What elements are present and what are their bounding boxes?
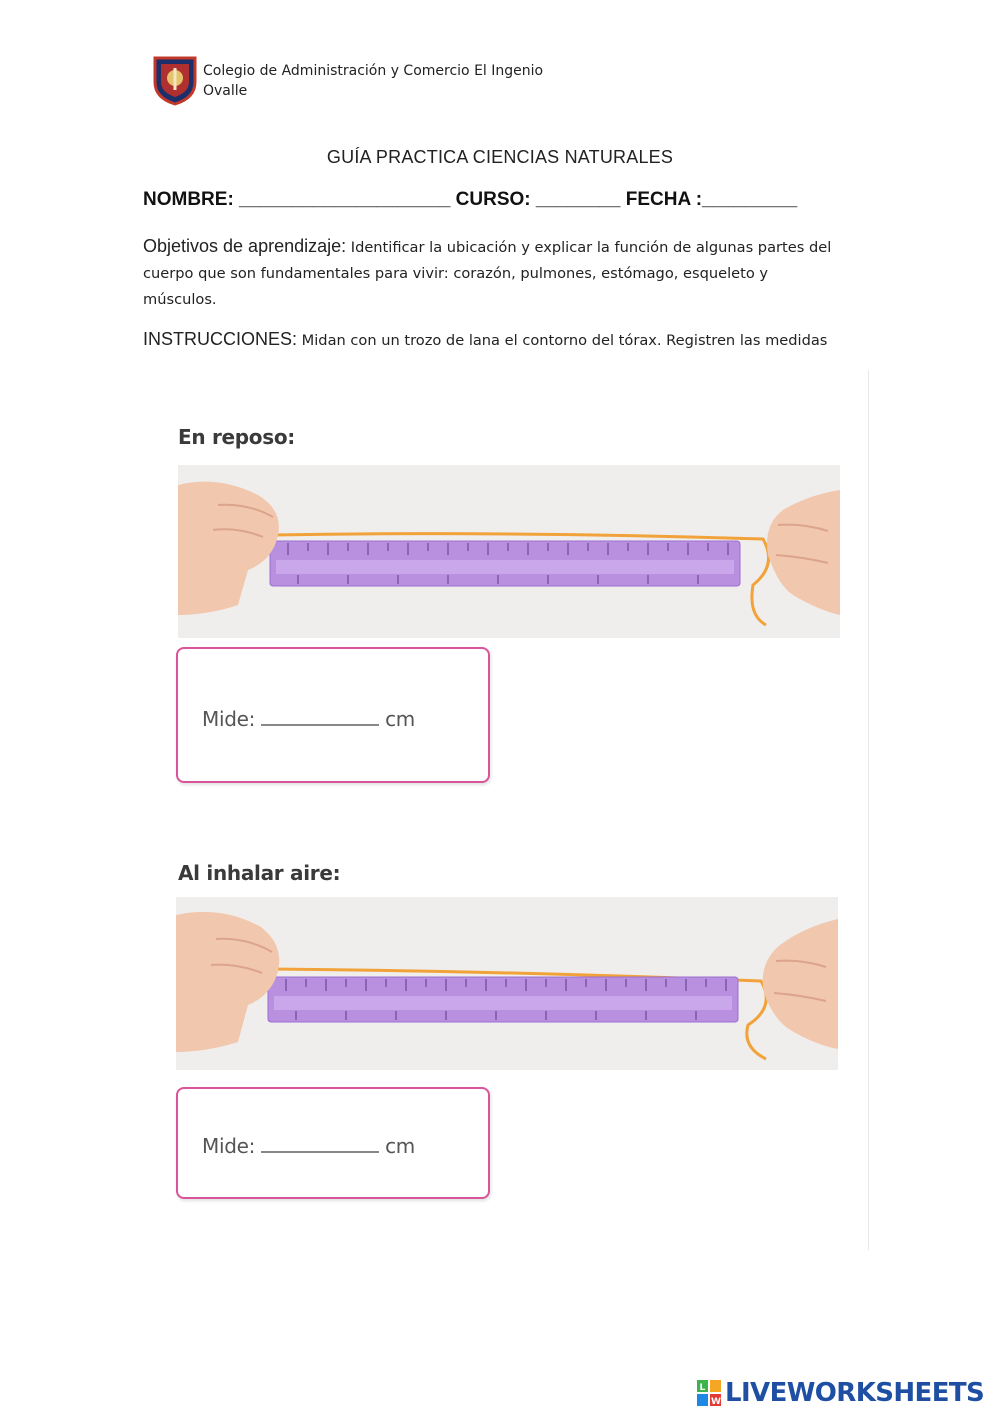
answer-unit: cm xyxy=(385,1134,415,1158)
section-label-rest: En reposo: xyxy=(178,425,295,449)
answer-prefix: Mide: xyxy=(202,707,256,731)
learning-objectives xyxy=(143,233,843,313)
objectives-text: Identificar la ubicación y explicar la función de algunas partes del cuerpo que son fundamentales para vivir: corazón, pulmones, estómago, esqueleto y músculos. xyxy=(143,239,832,308)
curso-field[interactable]: CURSO: ________ xyxy=(455,189,621,210)
fecha-field[interactable]: FECHA :_________ xyxy=(625,189,798,210)
answer-prefix: Mide: xyxy=(202,1134,256,1158)
answer-blank-inhale[interactable] xyxy=(261,1150,379,1153)
svg-text:L: L xyxy=(699,1383,706,1393)
liveworksheets-logo xyxy=(697,1378,997,1408)
liveworksheets-brand-text[interactable]: LIVEWORKSHEETS xyxy=(725,1378,985,1408)
measurement-line-inhale xyxy=(202,1134,415,1158)
ruler-photo-inhale xyxy=(176,897,838,1070)
instructions-text: Midan con un trozo de lana el contorno del tórax. Registren las medidas xyxy=(301,332,828,349)
answer-unit: cm xyxy=(385,707,415,731)
liveworksheets-icon xyxy=(697,1380,721,1406)
measurement-line-rest xyxy=(202,707,415,731)
ruler-photo-rest xyxy=(178,465,840,638)
section-label-inhale: Al inhalar aire: xyxy=(178,861,341,885)
objectives-label: Objetivos de aprendizaje: xyxy=(143,236,347,256)
page-divider xyxy=(868,370,869,1250)
svg-text:W: W xyxy=(711,1397,721,1406)
instructions-label: INSTRUCCIONES: xyxy=(143,329,298,349)
school-header-text xyxy=(203,61,543,101)
school-crest-logo xyxy=(152,54,198,106)
student-info-fields xyxy=(143,189,797,211)
school-city: Ovalle xyxy=(203,83,248,99)
nombre-field[interactable]: NOMBRE: ____________________ xyxy=(143,189,451,210)
instructions xyxy=(143,329,883,350)
answer-box-inhale[interactable] xyxy=(176,1087,490,1199)
school-name: Colegio de Administración y Comercio El Ingenio xyxy=(203,63,544,79)
answer-box-rest[interactable] xyxy=(176,647,490,783)
answer-blank-rest[interactable] xyxy=(261,723,379,726)
worksheet-title: GUÍA PRACTICA CIENCIAS NATURALES xyxy=(326,147,674,167)
